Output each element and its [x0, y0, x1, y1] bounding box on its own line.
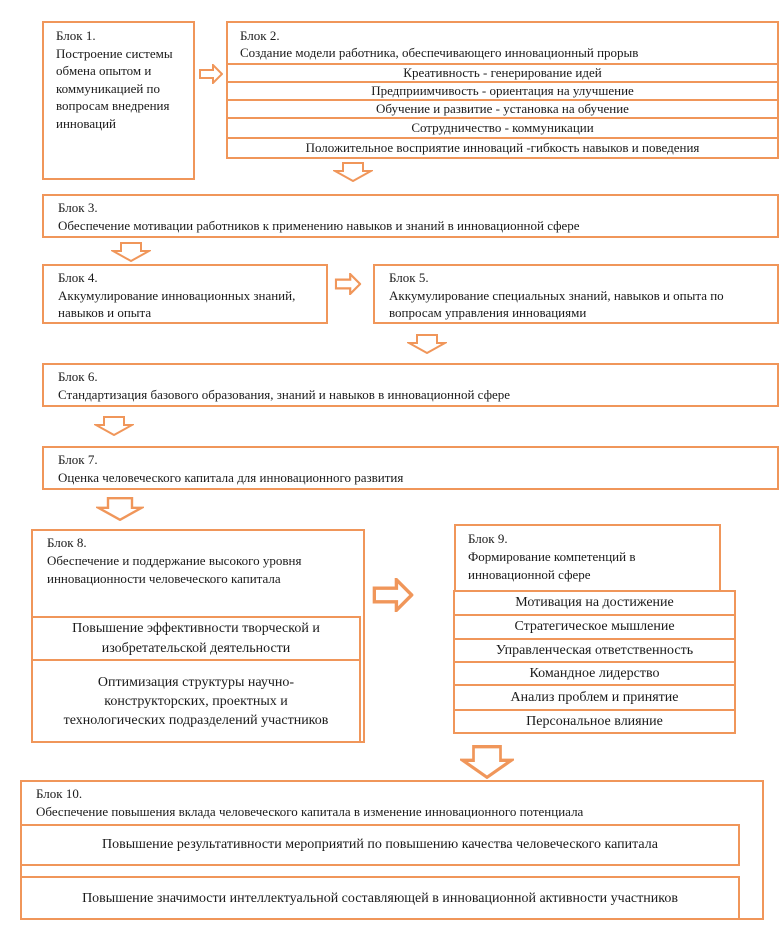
- block-8-text: Обеспечение и поддержание высокого уровня инновационности человеческого капитала: [47, 553, 302, 586]
- block-4-content: [44, 267, 326, 324]
- block-6-label: Блок 6.: [58, 369, 98, 384]
- arrow-right-icon: [199, 64, 223, 84]
- block-9-item: Стратегическое мышление: [453, 614, 736, 640]
- block-10-item: Повышение результативности мероприятий по повышению качества человеческого капитала: [20, 824, 740, 866]
- block-5-label: Блок 5.: [389, 270, 429, 285]
- block-9: [454, 524, 721, 592]
- block-10-header: [22, 783, 762, 823]
- block-6-content: [44, 366, 777, 406]
- block-1-label: Блок 1.: [56, 28, 96, 43]
- block-3-label: Блок 3.: [58, 200, 98, 215]
- arrow-down-icon: [111, 242, 151, 262]
- block-7-text: Оценка человеческого капитала для инновационного развития: [58, 470, 404, 485]
- block-2-text: Создание модели работника, обеспечивающего инновационный прорыв: [240, 45, 639, 60]
- block-8: [31, 529, 365, 743]
- block-1-text: Построение системы обмена опытом и коммуникацией по вопросам внедрения инноваций: [56, 45, 173, 131]
- block-3-content: [44, 197, 777, 237]
- block-2: [226, 21, 779, 159]
- block-2-item: Предприимчивость - ориентация на улучшение: [226, 81, 779, 101]
- arrow-down-icon: [94, 415, 134, 437]
- block-9-label: Блок 9.: [468, 531, 508, 546]
- block-8-label: Блок 8.: [47, 535, 87, 550]
- block-2-label: Блок 2.: [240, 28, 280, 43]
- arrow-right-icon: [333, 273, 363, 295]
- block-1-content: [44, 25, 194, 134]
- block-5: [373, 264, 779, 324]
- block-1: [42, 21, 195, 180]
- block-9-item: Мотивация на достижение: [453, 590, 736, 616]
- block-2-item: Креативность - генерирование идей: [226, 63, 779, 83]
- block-9-item: Анализ проблем и принятие: [453, 684, 736, 711]
- block-10-item: Повышение значимости интеллектуальной составляющей в инновационной активности участников: [20, 876, 740, 920]
- arrow-right-icon: [372, 578, 414, 612]
- block-9-item: Персональное влияние: [453, 709, 736, 734]
- block-9-items: [453, 590, 736, 744]
- block-9-text: Формирование компетенций в инновационной сфере: [468, 549, 636, 582]
- block-7-content: [44, 449, 777, 489]
- block-9-item: Управленческая ответственность: [453, 638, 736, 663]
- block-5-text: Аккумулирование специальных знаний, навыков и опыта по вопросам управления инновациями: [389, 287, 724, 320]
- block-5-content: [375, 267, 777, 324]
- arrow-down-icon: [333, 162, 373, 182]
- block-2-item: Сотрудничество - коммуникации: [226, 117, 779, 139]
- arrow-down-icon: [460, 745, 514, 779]
- block-2-item: Положительное восприятие инноваций -гибкость навыков и поведения: [226, 137, 779, 159]
- block-6: [42, 363, 779, 407]
- block-4-text: Аккумулирование инновационных знаний, навыков и опыта: [58, 287, 296, 320]
- block-7-label: Блок 7.: [58, 452, 98, 467]
- block-2-header: [228, 25, 777, 63]
- block-4-label: Блок 4.: [58, 270, 98, 285]
- block-2-item: Обучение и развитие - установка на обучение: [226, 99, 779, 119]
- block-8-item: Оптимизация структуры научно-конструкторских, проектных и технологических подразделений участников: [31, 659, 361, 743]
- block-6-text: Стандартизация базового образования, знаний и навыков в инновационной сфере: [58, 387, 511, 402]
- block-8-item: Повышение эффективности творческой и изобретательской деятельности: [31, 616, 361, 661]
- block-8-header: [33, 532, 363, 590]
- block-10: [20, 780, 764, 920]
- arrow-down-icon: [93, 497, 147, 521]
- block-10-label: Блок 10.: [36, 786, 83, 801]
- block-3: [42, 194, 779, 238]
- block-10-text: Обеспечение повышения вклада человеческого капитала в изменение инновационного потенциала: [36, 804, 584, 819]
- arrow-down-icon: [407, 333, 447, 355]
- block-7: [42, 446, 779, 490]
- block-9-header: [456, 528, 719, 586]
- block-9-item: Командное лидерство: [453, 661, 736, 686]
- block-3-text: Обеспечение мотивации работников к применению навыков и знаний в инновационной сфере: [58, 218, 580, 233]
- block-4: [42, 264, 328, 324]
